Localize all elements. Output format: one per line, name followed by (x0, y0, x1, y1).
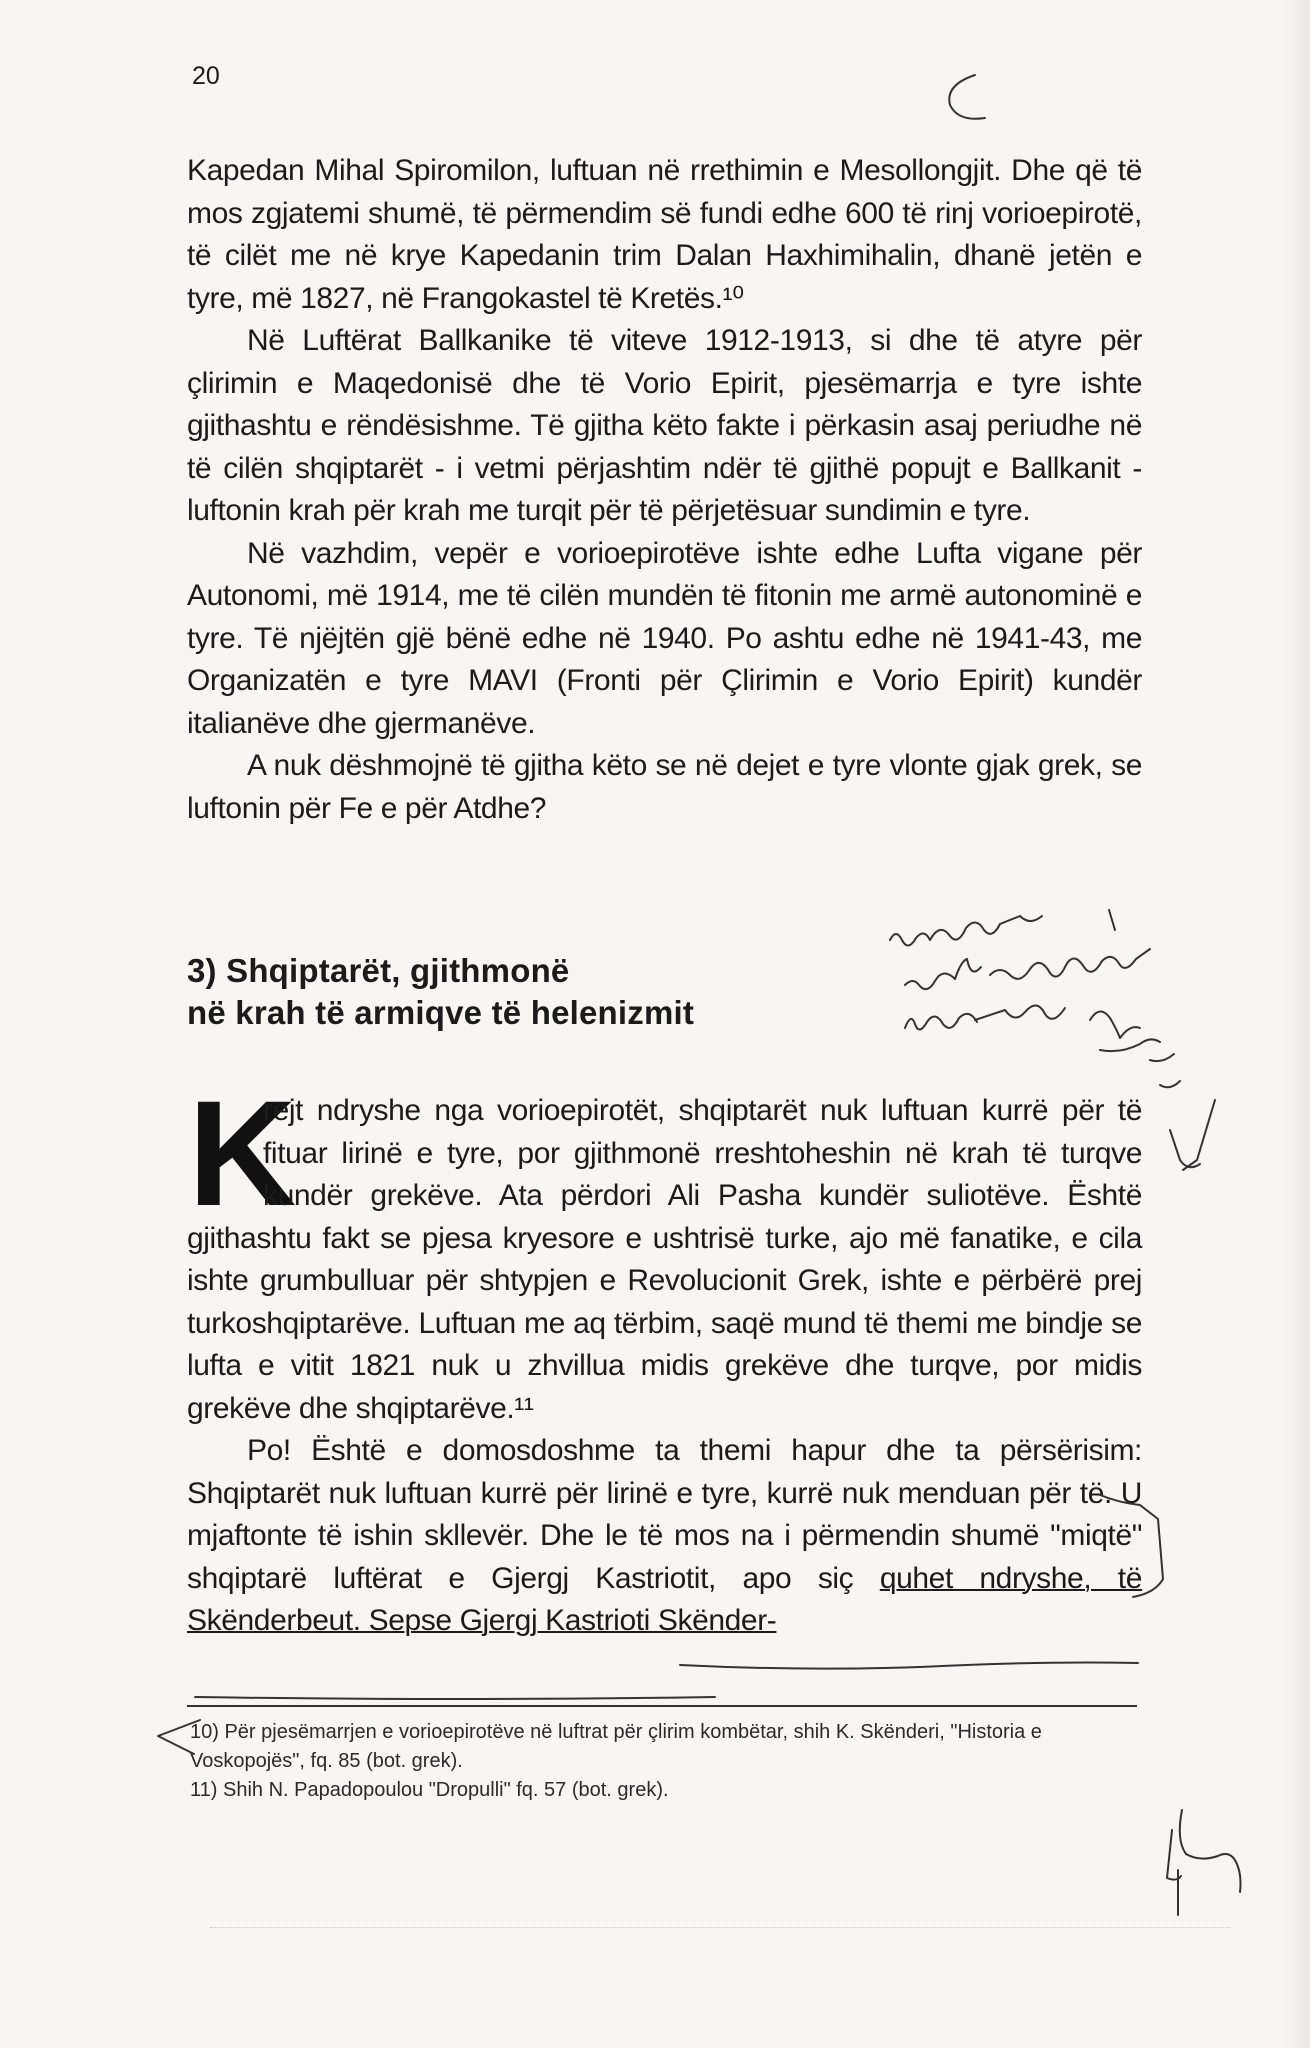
footnote-10: 10) Për pjesëmarrjen e vorioepirotëve në luftrat për çlirim kombëtar, shih K. Skënderi, "Historia e Voskopojës", fq. 85 (bot. grek). (190, 1721, 1042, 1772)
paragraph-2: Në Luftërat Ballkanike të viteve 1912-1913, si dhe të atyre për çlirimin e Maqedonisë dhe të Vorio Epirit, pjesëmarrja e tyre ishte gjithashtu e rëndësishme. Të gjitha këto fakte i përkasin asaj periudhe në të cilën shqiptarët - i vetmi përjashtim ndër të gjithë popujt e Ballkanit - luftonin krah për krah me turqit për të përjetësuar sundimin e tyre. (187, 324, 1142, 527)
body-text-bottom (187, 1090, 1142, 1643)
drop-cap-letter: K (188, 1069, 297, 1237)
footnotes (190, 1718, 1140, 1805)
handwritten-note-line-1 (890, 916, 1042, 946)
paragraph-final-underlined-text: quhet ndryshe, të Skënderbeut. Sepse Gjergj Kastrioti Skënder- (187, 1561, 1142, 1637)
section-heading (187, 950, 887, 1034)
section-heading-line-1: 3) Shqiptarët, gjithmonë (187, 952, 570, 989)
handwritten-tick-1 (1167, 1830, 1181, 1915)
paragraph-1: Kapedan Mihal Spiromilon, luftuan në rrethimin e Mesollongjit. Dhe që të mos zgjatemi shumë, të përmendim së fundi edhe 600 të rinj vorioepirotë, të cilët me në krye Kapedanin trim Dalan Haxhimihalin, dhanë jetën e tyre, më 1827, në Frangokastel të Kretës.¹⁰ (187, 154, 1142, 315)
handwritten-bracket (1170, 1100, 1215, 1170)
handwritten-note-line-4 (1100, 1039, 1180, 1087)
page-number: 20 (192, 62, 220, 90)
handwritten-underline-stroke-2 (195, 1697, 715, 1699)
section-heading-line-2: në krah të armiqve të helenizmit (187, 994, 695, 1031)
handwritten-note-line-3 (905, 1005, 1140, 1038)
footnote-rule (187, 1705, 1137, 1707)
page-edge-shadow (1284, 0, 1310, 2048)
body-text-top (187, 150, 1142, 830)
footnote-11: 11) Shih N. Papadopoulou "Dropulli" fq. 57 (bot. grek). (190, 1779, 669, 1801)
handwritten-hook (1180, 1810, 1241, 1892)
paragraph-final-text: Po! Është e domosdoshme ta themi hapur dhe ta përsërisim: Shqiptarët nuk luftuan kurrë për lirinë e tyre, kurrë nuk menduan për të. U mjaftonte të ishin skllevër. Dhe le të mos na i përmendin shumë "miqtë" shqiptarë luftërat e Gjergj Kastriotit, apo siç (187, 1434, 1142, 1595)
paragraph-dropcap-text: rejt ndryshe nga vorioepirotët, shqiptarët nuk luftuan kurrë për të fituar lirinë e tyre, por gjithmonë rreshtoheshin në krah të turqve kundër grekëve. Ata përdori Ali Pasha kundër suliotëve. Është gjithashtu fakt se pjesa kryesore e ushtrisë turke, ajo më fanatike, e cila ishte grumbulluar për shtypjen e Revolucionit Grek, ishte e përbërë prej turkoshqiptarëve. Luftuan me aq tërbim, saqë mund të themi me bindje se lufta e vitit 1821 nuk u zhvillua midis grekëve dhe turqve, por midis grekëve dhe shqiptarëve.¹¹ (187, 1094, 1142, 1425)
page-bottom-dotted-line (210, 1927, 1230, 1928)
drop-cap-spacer (187, 1090, 263, 1206)
handwritten-underline-stroke (680, 1663, 1138, 1669)
handwritten-mark (1109, 910, 1115, 930)
pencil-mark-top (949, 75, 985, 119)
handwritten-note-line-2 (905, 949, 1150, 989)
paragraph-dropcap (187, 1090, 1142, 1430)
paragraph-3: Në vazhdim, vepër e vorioepirotëve ishte edhe Lufta vigane për Autonomi, më 1914, me të cilën mundën të fitonin me armë autonominë e tyre. Të njëjtën gjë bënë edhe në 1940. Po ashtu edhe në 1941-43, me Organizatën e tyre MAVI (Fronti për Çlirimin e Vorio Epirit) kundër italianëve dhe gjermanëve. (187, 536, 1142, 740)
paragraph-final (187, 1430, 1142, 1643)
paragraph-4: A nuk dëshmojnë të gjitha këto se në dejet e tyre vlonte gjak grek, se luftonin për Fe e për Atdhe? (187, 749, 1142, 825)
